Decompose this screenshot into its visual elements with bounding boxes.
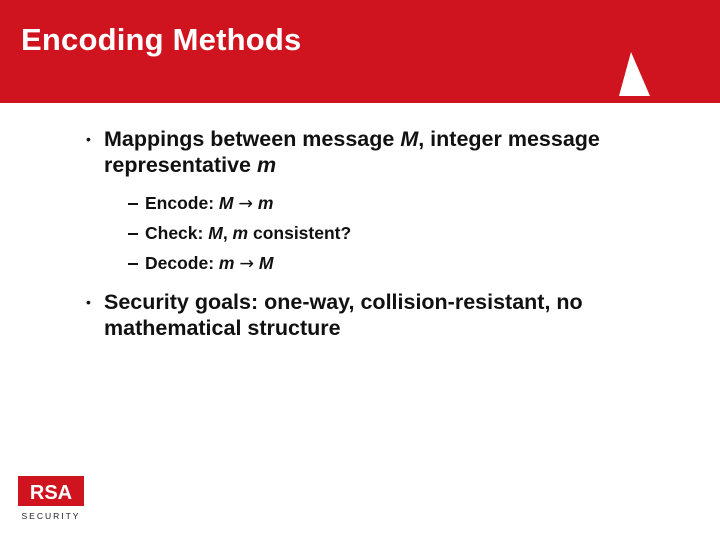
subitem-text (145, 222, 351, 244)
var-m: m (257, 193, 274, 213)
bullet-marker: • (86, 294, 91, 310)
label-decode: Decode (145, 253, 209, 273)
label-encode: Encode (145, 193, 209, 213)
var-M: M (400, 127, 419, 151)
dash-marker (128, 203, 138, 205)
subitem-text (145, 192, 273, 215)
rsa-security-logo (18, 476, 84, 522)
var-m: m (218, 253, 235, 273)
bullet-2-line-1: Security goals: one-way, collision-resistant, no (104, 290, 583, 314)
var-m: m (232, 223, 249, 243)
bullet-marker: • (86, 131, 91, 147)
bullet-2-line-2: mathematical structure (104, 316, 341, 340)
right-arrow-icon: → (239, 254, 255, 274)
label-check: Check (145, 223, 198, 243)
subitem-text (145, 252, 273, 275)
logo-security-text: SECURITY (21, 511, 81, 521)
dash-marker (128, 263, 138, 265)
text-segment: representative (104, 153, 257, 177)
dash-marker (128, 233, 138, 235)
bullet-1-line-2 (104, 152, 276, 178)
var-M: M (208, 223, 223, 243)
text-segment: Mappings between message (104, 127, 401, 151)
text-segment: , integer message (418, 127, 600, 151)
text-segment: : (208, 253, 219, 273)
text-segment: : (208, 193, 219, 213)
var-M: M (218, 193, 234, 213)
var-M: M (258, 253, 274, 273)
logo-rsa-text: RSA (29, 482, 73, 504)
text-segment: : (197, 223, 209, 243)
right-arrow-icon: → (238, 194, 254, 214)
text-segment: consistent? (248, 223, 352, 243)
bullet-1-line-1 (104, 126, 600, 152)
var-m: m (256, 153, 277, 177)
slide-title: Encoding Methods (21, 22, 302, 57)
text-segment: , (222, 223, 233, 243)
